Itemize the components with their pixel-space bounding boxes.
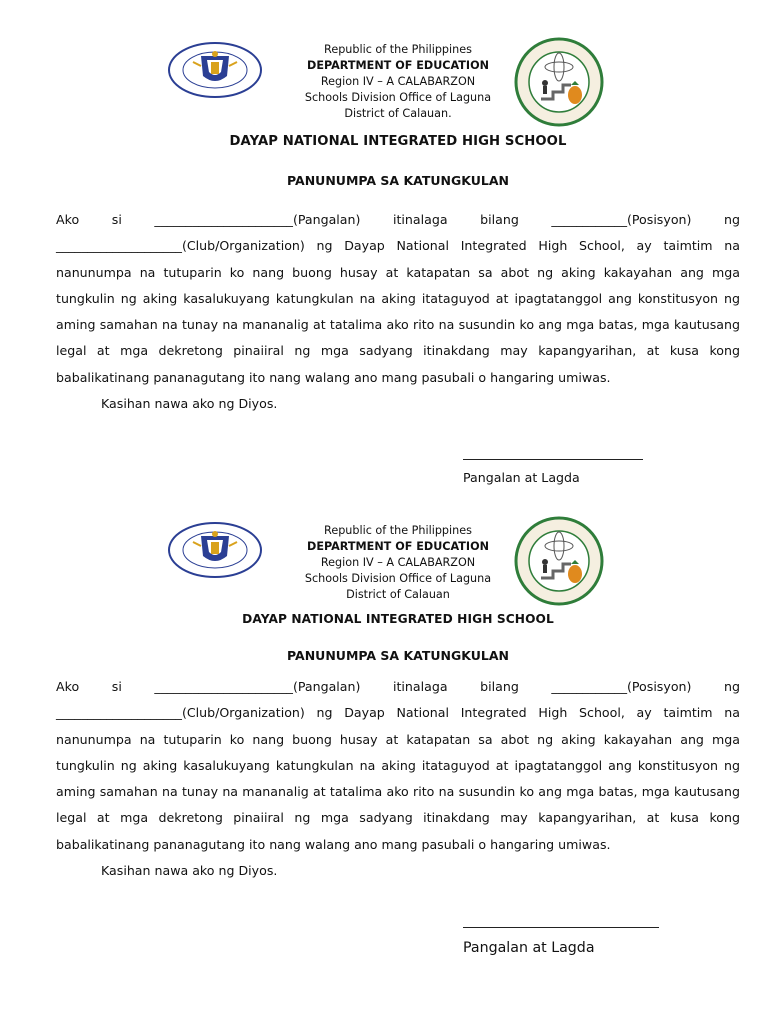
signature-line[interactable] — [463, 927, 659, 928]
oath-title: PANUNUMPA SA KATUNGKULAN — [287, 648, 509, 663]
region-line: Region IV – A CALABARZON — [320, 556, 476, 569]
signature-label: Pangalan at Lagda — [463, 940, 595, 956]
department-line: DEPARTMENT OF EDUCATION — [307, 540, 489, 553]
division-line: Schools Division Office of Laguna — [304, 572, 492, 585]
signature-line[interactable] — [463, 459, 643, 460]
school-name: DAYAP NATIONAL INTEGRATED HIGH SCHOOL — [229, 134, 567, 149]
oath-closing: Kasihan nawa ako ng Diyos. — [101, 396, 278, 412]
letterhead-text — [268, 523, 528, 603]
region-line: Region IV – A CALABARZON — [320, 75, 476, 88]
deped-seal-logo — [167, 42, 263, 98]
oath-title: PANUNUMPA SA KATUNGKULAN — [287, 173, 509, 188]
oath-body — [56, 674, 740, 884]
letterhead-text — [268, 42, 528, 122]
school-seal-logo — [513, 37, 605, 127]
republic-line: Republic of the Philippines — [324, 524, 472, 537]
school-name: DAYAP NATIONAL INTEGRATED HIGH SCHOOL — [242, 612, 554, 626]
oath-body — [56, 207, 740, 417]
republic-line: Republic of the Philippines — [324, 43, 472, 56]
school-seal-logo — [513, 516, 605, 606]
department-line: DEPARTMENT OF EDUCATION — [307, 59, 489, 72]
oath-paragraph: Ako si ______________________(Pangalan) itinalaga bilang ____________(Posisyon) ng ____________________(Club/Organization) ng Dayap National Integrated High School, ay taimtim na nanunumpa na tutuparin ko nang buong husay at katapatan sa abot ng aking kakayahan ang mga tungkulin ng aking kasalukuyang katungkulan na aking itataguyod at ipagtatanggol ang konstitusyon ng aming samahan na tunay na mananalig at tatalima ako rito na susundin ko ang mga batas, mga kautusang legal at mga dekretong pinaiiral ng mga sadyang itinakdang may kapangyarihan, at kusa kong babalikatinang pananagutang ito nang walang ano mang pasubali o hangaring umiwas. — [56, 679, 740, 852]
district-line: District of Calauan. — [344, 107, 452, 120]
division-line: Schools Division Office of Laguna — [304, 91, 492, 104]
district-line: District of Calauan — [346, 588, 450, 601]
signature-label: Pangalan at Lagda — [463, 470, 580, 485]
oath-paragraph: Ako si ______________________(Pangalan) itinalaga bilang ____________(Posisyon) ng ____________________(Club/Organization) ng Dayap National Integrated High School, ay taimtim na nanunumpa na tutuparin ko nang buong husay at katapatan sa abot ng aking kakayahan ang mga tungkulin ng aking kasalukuyang katungkulan na aking itataguyod at ipagtatanggol ang konstitusyon ng aming samahan na tunay na mananalig at tatalima ako rito na susundin ko ang mga batas, mga kautusang legal at mga dekretong pinaiiral ng mga sadyang itinakdang may kapangyarihan, at kusa kong babalikatinang pananagutang ito nang walang ano mang pasubali o hangaring umiwas. — [56, 212, 740, 385]
deped-seal-logo — [167, 522, 263, 578]
oath-closing: Kasihan nawa ako ng Diyos. — [101, 863, 278, 879]
